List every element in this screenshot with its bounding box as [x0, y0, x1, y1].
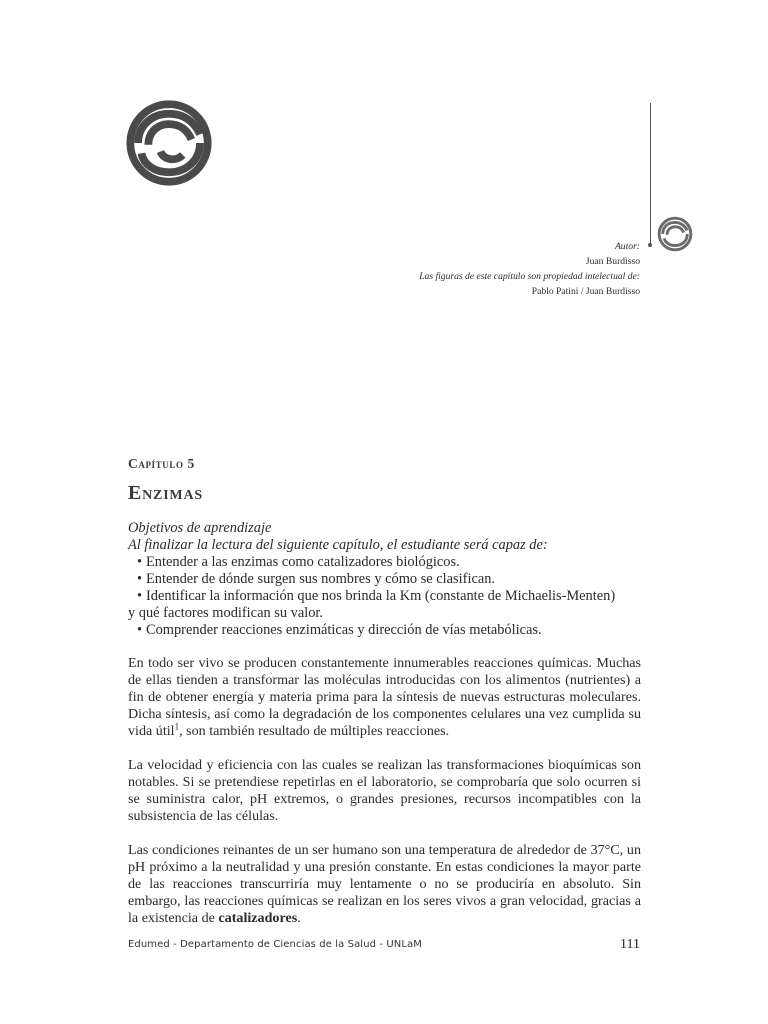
chapter-label: Capítulo 5: [128, 456, 195, 471]
objective-item: • Entender de dónde surgen sus nombres y cómo se clasifican.: [137, 571, 496, 587]
paragraph-2: La velocidad y eficiencia con las cuales se realizan las transformaciones bioquímicas son notables. Si se pretendiese repetirlas en el laboratorio, se comprobaría que solo ocurren si se suministra calor, pH extremos, o grandes presiones, recursos incompatibles con la subsistencia de las células.: [128, 757, 641, 824]
objectives-list: [128, 554, 642, 639]
objective-item: • Comprender reacciones enzimáticas y dirección de vías metabólicas.: [137, 622, 542, 638]
objective-item: • Identificar la información que nos brinda la Km (constante de Michaelis-Menten) y qué factores modifican su valor.: [128, 588, 642, 622]
objectives-intro: Al finalizar la lectura del siguiente capítulo, el estudiante será capaz de:: [128, 537, 548, 553]
paragraph-1: En todo ser vivo se producen constantemente innumerables reacciones químicas. Muchas de ellas tienden a transformar las moléculas introducidas con los alimentos (nutrientes) a fin de obtener energía y materia prima para la síntesis de nuevas estructuras moleculares. Dicha síntesis, así como la degradación de los componentes celulares una vez cumplida su vida útil$^1$, son también resultado de múltiples reacciones.: [128, 655, 641, 739]
page-number: 111: [620, 937, 640, 952]
footnote-marker: 1: [174, 721, 180, 732]
unlam-logo-icon: [126, 100, 212, 186]
learning-objectives: [128, 520, 642, 639]
unlam-logo-small-icon: [657, 216, 693, 252]
objectives-heading: Objetivos de aprendizaje: [128, 520, 272, 536]
footer-publisher: Edumed - Departamento de Ciencias de la Salud - UNLaM: [128, 939, 422, 950]
author-name: Juan Burdisso: [585, 256, 640, 267]
divider-dot: [648, 243, 652, 247]
chapter-title: Enzimas: [128, 482, 203, 504]
figures-owners: Pablo Patini / Juan Burdisso: [531, 286, 640, 297]
figures-label: Las figuras de este capítulo son propiedad intelectual de:: [419, 271, 640, 282]
body-text: [128, 655, 641, 944]
objective-item: • Entender a las enzimas como catalizadores biológicos.: [137, 554, 460, 570]
bold-term: catalizadores: [218, 910, 298, 926]
chapter-credits: [419, 239, 640, 299]
objective-item-continuation: y qué factores modifican su valor.: [128, 605, 324, 621]
vertical-divider: [650, 103, 651, 246]
paragraph-3: Las condiciones reinantes de un ser humano son una temperatura de alrededor de 37°C, un pH próximo a la neutralidad y una presión constante. En estas condiciones la mayor parte de las reacciones transcurriría muy lentamente o no se produciría en absoluto. Sin embargo, las reacciones químicas se realizan en los seres vivos a gran velocidad, gracias a la existencia de catalizadores.: [128, 842, 641, 926]
author-label: Autor:: [614, 241, 640, 252]
